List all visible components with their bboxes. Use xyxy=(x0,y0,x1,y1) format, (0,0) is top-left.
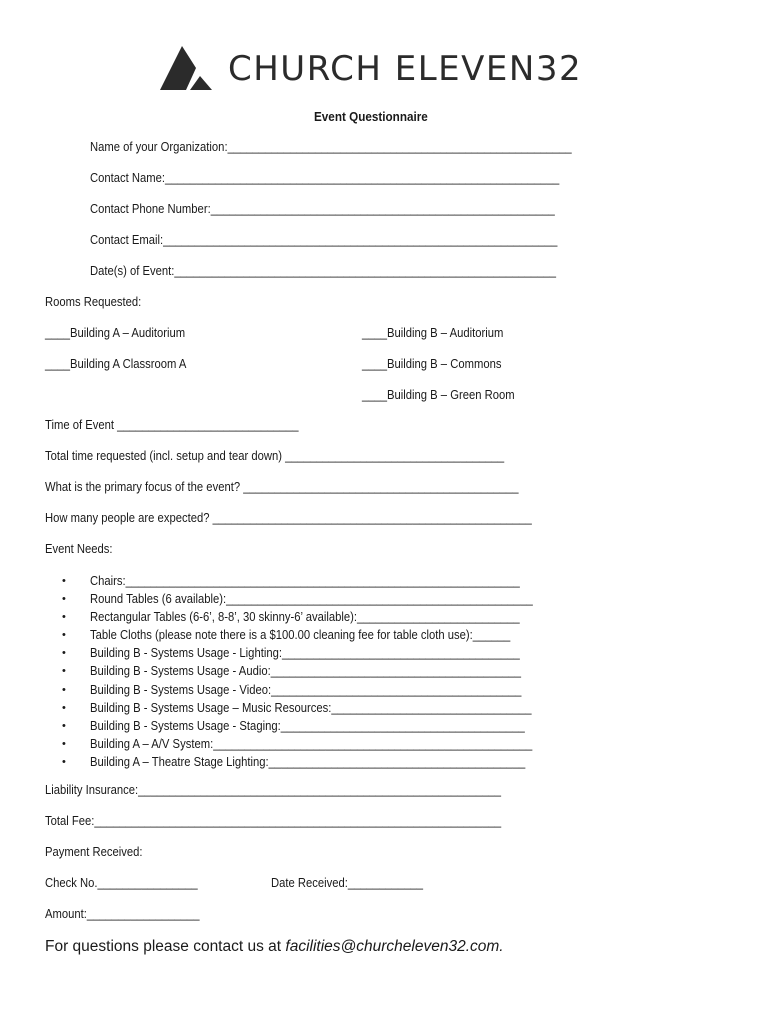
event-needs-label: Event Needs: xyxy=(45,542,113,556)
bullet-icon: • xyxy=(62,575,66,587)
expected-people-field[interactable]: How many people are expected? ___________________________________________________ xyxy=(45,511,532,525)
total-time-field[interactable]: Total time requested (incl. setup and tear down) ___________________________________ xyxy=(45,449,505,463)
contact-email-link[interactable]: facilities@churcheleven32.com. xyxy=(285,938,504,955)
bullet-icon: • xyxy=(62,593,66,606)
event-focus-field[interactable]: What is the primary focus of the event? ____________________________________________ xyxy=(45,480,519,494)
date-received-field[interactable]: Date Received:____________ xyxy=(271,876,424,890)
time-of-event-field[interactable]: Time of Event _____________________________ xyxy=(45,418,299,432)
room-option-building-a-auditorium[interactable]: ____Building A – Auditorium xyxy=(45,326,186,340)
organization-field[interactable]: Name of your Organization:_______________________________________________________ xyxy=(90,140,572,154)
event-dates-field[interactable]: Date(s) of Event:_____________________________________________________________ xyxy=(90,264,557,278)
liability-insurance-field[interactable]: Liability Insurance:__________________________________________________________ xyxy=(45,783,502,797)
logo-text: CHURCH ELEVEN32 xyxy=(228,49,583,89)
total-fee-field[interactable]: Total Fee:_________________________________________________________________ xyxy=(45,814,502,828)
contact-name-field[interactable]: Contact Name:_______________________________________________________________ xyxy=(90,171,560,185)
bullet-icon: • xyxy=(62,683,66,696)
room-option-building-a-classroom[interactable]: ____Building A Classroom A xyxy=(45,357,187,371)
logo-mountain-icon xyxy=(160,46,212,90)
check-number-field[interactable]: Check No.________________ xyxy=(45,876,198,890)
bullet-icon: • xyxy=(62,755,66,768)
bullet-icon: • xyxy=(62,701,66,714)
contact-footer xyxy=(45,937,504,957)
room-option-building-b-green-room[interactable]: ____Building B – Green Room xyxy=(362,388,515,402)
bullet-icon: • xyxy=(62,665,66,678)
room-option-building-b-commons[interactable]: ____Building B – Commons xyxy=(362,357,502,371)
contact-phone-field[interactable]: Contact Phone Number:_______________________________________________________ xyxy=(90,202,555,216)
bullet-icon: • xyxy=(62,719,66,732)
bullet-icon: • xyxy=(62,647,66,660)
rooms-requested-label: Rooms Requested: xyxy=(45,295,142,309)
bullet-icon: • xyxy=(62,629,66,642)
amount-field[interactable]: Amount:__________________ xyxy=(45,907,200,921)
payment-received-label: Payment Received: xyxy=(45,845,143,859)
room-option-building-b-auditorium[interactable]: ____Building B – Auditorium xyxy=(362,326,504,340)
bullet-icon: • xyxy=(62,611,66,624)
footer-text: For questions please contact us at xyxy=(45,938,286,955)
page-title: Event Questionnaire xyxy=(314,109,428,124)
bullet-icon: • xyxy=(62,737,66,750)
contact-email-field[interactable]: Contact Email:_______________________________________________________________ xyxy=(90,233,558,247)
